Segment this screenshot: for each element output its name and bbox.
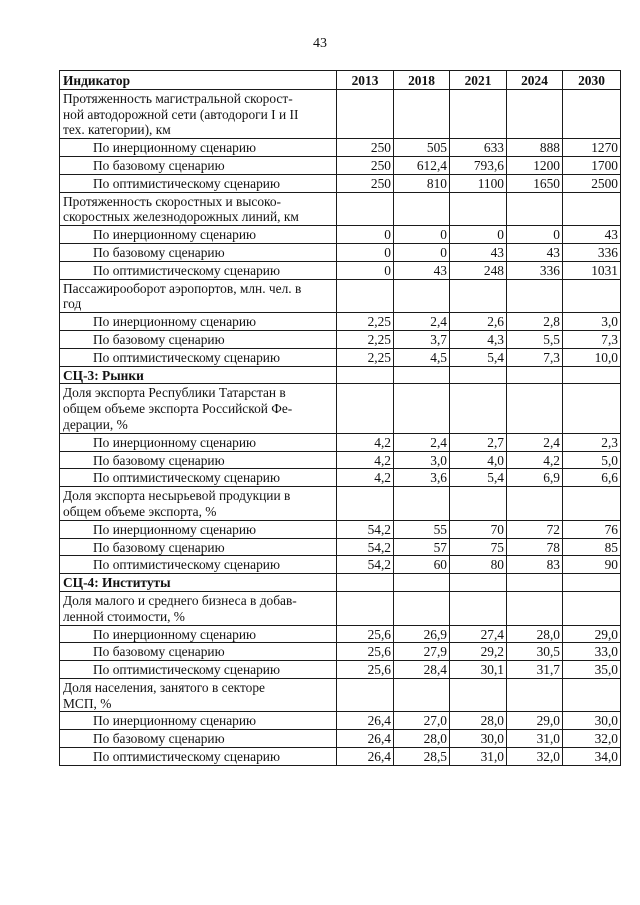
value-cell: 29,0	[563, 625, 621, 643]
value-cell: 75	[450, 538, 507, 556]
value-cell: 4,2	[337, 469, 394, 487]
value-cell: 1700	[563, 156, 621, 174]
value-cell: 80	[450, 556, 507, 574]
value-cell: 34,0	[563, 748, 621, 766]
value-cell: 4,3	[450, 330, 507, 348]
empty-cell	[450, 678, 507, 712]
indicator-row	[60, 591, 621, 625]
scenario-label: По базовому сценарию	[60, 243, 337, 261]
indicator-row	[60, 89, 621, 138]
value-cell: 1270	[563, 139, 621, 157]
value-cell: 336	[507, 261, 563, 279]
indicator-title: Доля экспорта несырьевой продукции в общем объеме экспорта, %	[60, 487, 337, 521]
table-row	[60, 748, 621, 766]
empty-cell	[563, 591, 621, 625]
table-row	[60, 174, 621, 192]
value-cell: 793,6	[450, 156, 507, 174]
value-cell: 54,2	[337, 538, 394, 556]
scenario-label: По инерционному сценарию	[60, 712, 337, 730]
table-row	[60, 243, 621, 261]
header-year: 2030	[563, 71, 621, 90]
value-cell: 3,0	[394, 451, 450, 469]
value-cell: 1650	[507, 174, 563, 192]
scenario-label: По оптимистическому сценарию	[60, 348, 337, 366]
table-row	[60, 538, 621, 556]
empty-cell	[563, 366, 621, 384]
value-cell: 2500	[563, 174, 621, 192]
value-cell: 5,0	[563, 451, 621, 469]
value-cell: 29,2	[450, 643, 507, 661]
value-cell: 85	[563, 538, 621, 556]
value-cell: 4,2	[337, 451, 394, 469]
indicator-row	[60, 192, 621, 226]
value-cell: 7,3	[563, 330, 621, 348]
header-year: 2021	[450, 71, 507, 90]
empty-cell	[450, 384, 507, 433]
value-cell: 250	[337, 174, 394, 192]
value-cell: 70	[450, 520, 507, 538]
value-cell: 2,6	[450, 313, 507, 331]
indicator-title: Протяженность магистральной скорост- ной автодорожной сети (автодороги I и II тех. категории), км	[60, 89, 337, 138]
indicator-table	[59, 70, 621, 766]
value-cell: 0	[450, 226, 507, 244]
scenario-label: По оптимистическому сценарию	[60, 174, 337, 192]
empty-cell	[563, 678, 621, 712]
empty-cell	[337, 366, 394, 384]
value-cell: 30,1	[450, 661, 507, 679]
value-cell: 31,0	[507, 730, 563, 748]
table-row	[60, 226, 621, 244]
value-cell: 250	[337, 139, 394, 157]
table-row	[60, 451, 621, 469]
value-cell: 83	[507, 556, 563, 574]
empty-cell	[507, 192, 563, 226]
value-cell: 2,8	[507, 313, 563, 331]
empty-cell	[450, 366, 507, 384]
empty-cell	[563, 574, 621, 592]
value-cell: 30,0	[563, 712, 621, 730]
empty-cell	[394, 279, 450, 313]
header-year: 2013	[337, 71, 394, 90]
value-cell: 0	[394, 226, 450, 244]
scenario-label: По инерционному сценарию	[60, 625, 337, 643]
value-cell: 0	[337, 261, 394, 279]
value-cell: 90	[563, 556, 621, 574]
scenario-label: По базовому сценарию	[60, 538, 337, 556]
table-row	[60, 261, 621, 279]
empty-cell	[450, 89, 507, 138]
scenario-label: По инерционному сценарию	[60, 226, 337, 244]
empty-cell	[450, 574, 507, 592]
value-cell: 336	[563, 243, 621, 261]
value-cell: 0	[337, 243, 394, 261]
scenario-label: По оптимистическому сценарию	[60, 261, 337, 279]
value-cell: 27,0	[394, 712, 450, 730]
value-cell: 28,4	[394, 661, 450, 679]
header-year: 2024	[507, 71, 563, 90]
table-row	[60, 643, 621, 661]
value-cell: 27,4	[450, 625, 507, 643]
empty-cell	[337, 487, 394, 521]
table-row	[60, 730, 621, 748]
scenario-label: По оптимистическому сценарию	[60, 661, 337, 679]
value-cell: 30,5	[507, 643, 563, 661]
header-year: 2018	[394, 71, 450, 90]
empty-cell	[337, 192, 394, 226]
table-row	[60, 712, 621, 730]
empty-cell	[507, 487, 563, 521]
empty-cell	[507, 89, 563, 138]
indicator-row	[60, 487, 621, 521]
value-cell: 2,25	[337, 330, 394, 348]
table-row	[60, 625, 621, 643]
scenario-label: По оптимистическому сценарию	[60, 748, 337, 766]
value-cell: 26,4	[337, 712, 394, 730]
value-cell: 2,7	[450, 433, 507, 451]
section-title: СЦ-4: Институты	[60, 574, 337, 592]
indicator-row	[60, 678, 621, 712]
table-row	[60, 348, 621, 366]
scenario-label: По базовому сценарию	[60, 330, 337, 348]
indicator-title: Доля малого и среднего бизнеса в добав- ленной стоимости, %	[60, 591, 337, 625]
empty-cell	[507, 678, 563, 712]
value-cell: 26,4	[337, 748, 394, 766]
value-cell: 25,6	[337, 643, 394, 661]
value-cell: 30,0	[450, 730, 507, 748]
empty-cell	[394, 487, 450, 521]
value-cell: 35,0	[563, 661, 621, 679]
empty-cell	[394, 678, 450, 712]
table-row	[60, 433, 621, 451]
value-cell: 250	[337, 156, 394, 174]
scenario-label: По инерционному сценарию	[60, 139, 337, 157]
header-indicator: Индикатор	[60, 71, 337, 90]
value-cell: 1200	[507, 156, 563, 174]
value-cell: 2,4	[394, 313, 450, 331]
value-cell: 5,4	[450, 469, 507, 487]
value-cell: 28,0	[450, 712, 507, 730]
scenario-label: По базовому сценарию	[60, 643, 337, 661]
empty-cell	[507, 384, 563, 433]
value-cell: 3,6	[394, 469, 450, 487]
value-cell: 3,0	[563, 313, 621, 331]
value-cell: 0	[394, 243, 450, 261]
value-cell: 32,0	[507, 748, 563, 766]
value-cell: 4,2	[337, 433, 394, 451]
value-cell: 2,25	[337, 313, 394, 331]
table-row	[60, 139, 621, 157]
value-cell: 60	[394, 556, 450, 574]
value-cell: 6,9	[507, 469, 563, 487]
table-body	[60, 89, 621, 765]
value-cell: 54,2	[337, 556, 394, 574]
table-row	[60, 469, 621, 487]
indicator-title: Доля населения, занятого в секторе МСП, %	[60, 678, 337, 712]
empty-cell	[507, 574, 563, 592]
empty-cell	[450, 192, 507, 226]
table-row	[60, 313, 621, 331]
empty-cell	[394, 574, 450, 592]
table-row	[60, 556, 621, 574]
table-header-row	[60, 71, 621, 90]
empty-cell	[394, 591, 450, 625]
empty-cell	[450, 487, 507, 521]
table-row	[60, 661, 621, 679]
value-cell: 28,5	[394, 748, 450, 766]
scenario-label: По оптимистическому сценарию	[60, 556, 337, 574]
value-cell: 248	[450, 261, 507, 279]
empty-cell	[337, 678, 394, 712]
value-cell: 25,6	[337, 625, 394, 643]
value-cell: 888	[507, 139, 563, 157]
empty-cell	[507, 591, 563, 625]
empty-cell	[507, 279, 563, 313]
value-cell: 27,9	[394, 643, 450, 661]
value-cell: 31,0	[450, 748, 507, 766]
empty-cell	[337, 89, 394, 138]
indicator-row	[60, 384, 621, 433]
indicator-title: Протяженность скоростных и высоко- скоростных железнодорожных линий, км	[60, 192, 337, 226]
value-cell: 10,0	[563, 348, 621, 366]
page-number: 43	[313, 36, 327, 51]
value-cell: 43	[394, 261, 450, 279]
empty-cell	[394, 89, 450, 138]
value-cell: 28,0	[507, 625, 563, 643]
value-cell: 31,7	[507, 661, 563, 679]
value-cell: 633	[450, 139, 507, 157]
indicator-title: Доля экспорта Республики Татарстан в общем объеме экспорта Российской Фе- дерации, %	[60, 384, 337, 433]
scenario-label: По базовому сценарию	[60, 730, 337, 748]
empty-cell	[337, 591, 394, 625]
scenario-label: По оптимистическому сценарию	[60, 469, 337, 487]
value-cell: 43	[507, 243, 563, 261]
value-cell: 54,2	[337, 520, 394, 538]
value-cell: 1031	[563, 261, 621, 279]
value-cell: 505	[394, 139, 450, 157]
value-cell: 4,5	[394, 348, 450, 366]
value-cell: 810	[394, 174, 450, 192]
empty-cell	[563, 487, 621, 521]
value-cell: 5,5	[507, 330, 563, 348]
value-cell: 33,0	[563, 643, 621, 661]
value-cell: 2,4	[507, 433, 563, 451]
empty-cell	[563, 89, 621, 138]
value-cell: 612,4	[394, 156, 450, 174]
value-cell: 6,6	[563, 469, 621, 487]
value-cell: 4,0	[450, 451, 507, 469]
scenario-label: По инерционному сценарию	[60, 313, 337, 331]
value-cell: 25,6	[337, 661, 394, 679]
empty-cell	[394, 384, 450, 433]
value-cell: 26,9	[394, 625, 450, 643]
section-title: СЦ-3: Рынки	[60, 366, 337, 384]
value-cell: 43	[450, 243, 507, 261]
table-row	[60, 520, 621, 538]
empty-cell	[337, 384, 394, 433]
empty-cell	[507, 366, 563, 384]
empty-cell	[563, 384, 621, 433]
value-cell: 76	[563, 520, 621, 538]
value-cell: 4,2	[507, 451, 563, 469]
value-cell: 26,4	[337, 730, 394, 748]
indicator-title: Пассажирооборот аэропортов, млн. чел. в год	[60, 279, 337, 313]
indicator-row	[60, 279, 621, 313]
value-cell: 0	[507, 226, 563, 244]
empty-cell	[563, 279, 621, 313]
value-cell: 28,0	[394, 730, 450, 748]
value-cell: 2,3	[563, 433, 621, 451]
empty-cell	[394, 192, 450, 226]
value-cell: 2,4	[394, 433, 450, 451]
value-cell: 7,3	[507, 348, 563, 366]
value-cell: 78	[507, 538, 563, 556]
value-cell: 43	[563, 226, 621, 244]
value-cell: 55	[394, 520, 450, 538]
value-cell: 0	[337, 226, 394, 244]
value-cell: 57	[394, 538, 450, 556]
empty-cell	[394, 366, 450, 384]
scenario-label: По инерционному сценарию	[60, 433, 337, 451]
table-row	[60, 156, 621, 174]
empty-cell	[450, 279, 507, 313]
scenario-label: По базовому сценарию	[60, 156, 337, 174]
section-row	[60, 366, 621, 384]
value-cell: 1100	[450, 174, 507, 192]
scenario-label: По базовому сценарию	[60, 451, 337, 469]
table-row	[60, 330, 621, 348]
empty-cell	[337, 574, 394, 592]
value-cell: 29,0	[507, 712, 563, 730]
scenario-label: По инерционному сценарию	[60, 520, 337, 538]
value-cell: 5,4	[450, 348, 507, 366]
value-cell: 32,0	[563, 730, 621, 748]
empty-cell	[337, 279, 394, 313]
empty-cell	[563, 192, 621, 226]
value-cell: 2,25	[337, 348, 394, 366]
value-cell: 72	[507, 520, 563, 538]
empty-cell	[450, 591, 507, 625]
value-cell: 3,7	[394, 330, 450, 348]
section-row	[60, 574, 621, 592]
